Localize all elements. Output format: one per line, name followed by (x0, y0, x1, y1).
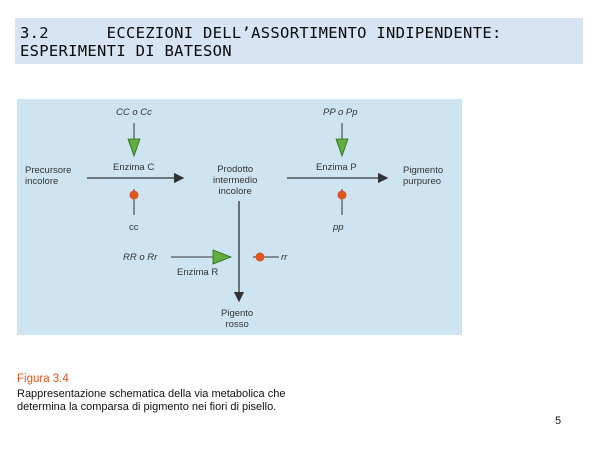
enzyme-c-red-marker (130, 191, 139, 200)
label-enzyme-r: Enzima R (177, 267, 219, 278)
label-pp-recessive: pp (333, 222, 344, 233)
label-intermediate: Prodotto intermedio incolore (213, 164, 258, 197)
enzyme-r-green-marker (213, 250, 231, 264)
label-rr-recessive: rr (281, 252, 288, 263)
slide-title-line2: ESPERIMENTI DI BATESON (20, 42, 232, 60)
page-number: 5 (555, 415, 562, 427)
label-precursor: Precursore incolore (25, 165, 72, 187)
enzyme-p-red-marker (338, 191, 347, 200)
enzyme-c-green-marker (128, 139, 140, 156)
metabolic-pathway-figure (17, 99, 462, 335)
slide-title-line1: 3.2 ECCEZIONI DELL’ASSORTIMENTO INDIPENDENTE: (20, 24, 502, 42)
figure-caption-title: Figura 3.4 (17, 373, 69, 385)
label-cc-recessive: cc (129, 222, 139, 233)
label-pp-dominant: PP o Pp (323, 107, 358, 118)
enzyme-r-red-marker (256, 253, 265, 262)
enzyme-p-green-marker (336, 139, 348, 156)
label-enzyme-p: Enzima P (316, 162, 357, 173)
figure-caption-text: Rappresentazione schematica della via metabolica che determina la comparsa di pigmento nei fiori di pisello. (17, 388, 286, 413)
label-purple-pigment: Pigmento purpureo (403, 165, 444, 187)
label-enzyme-c: Enzima C (113, 162, 155, 173)
pathway-diagram (17, 99, 462, 335)
label-red-pigment: Pigento rosso (221, 308, 254, 330)
label-cc-dominant: CC o Cc (116, 107, 152, 118)
label-rr-dominant: RR o Rr (123, 252, 158, 263)
